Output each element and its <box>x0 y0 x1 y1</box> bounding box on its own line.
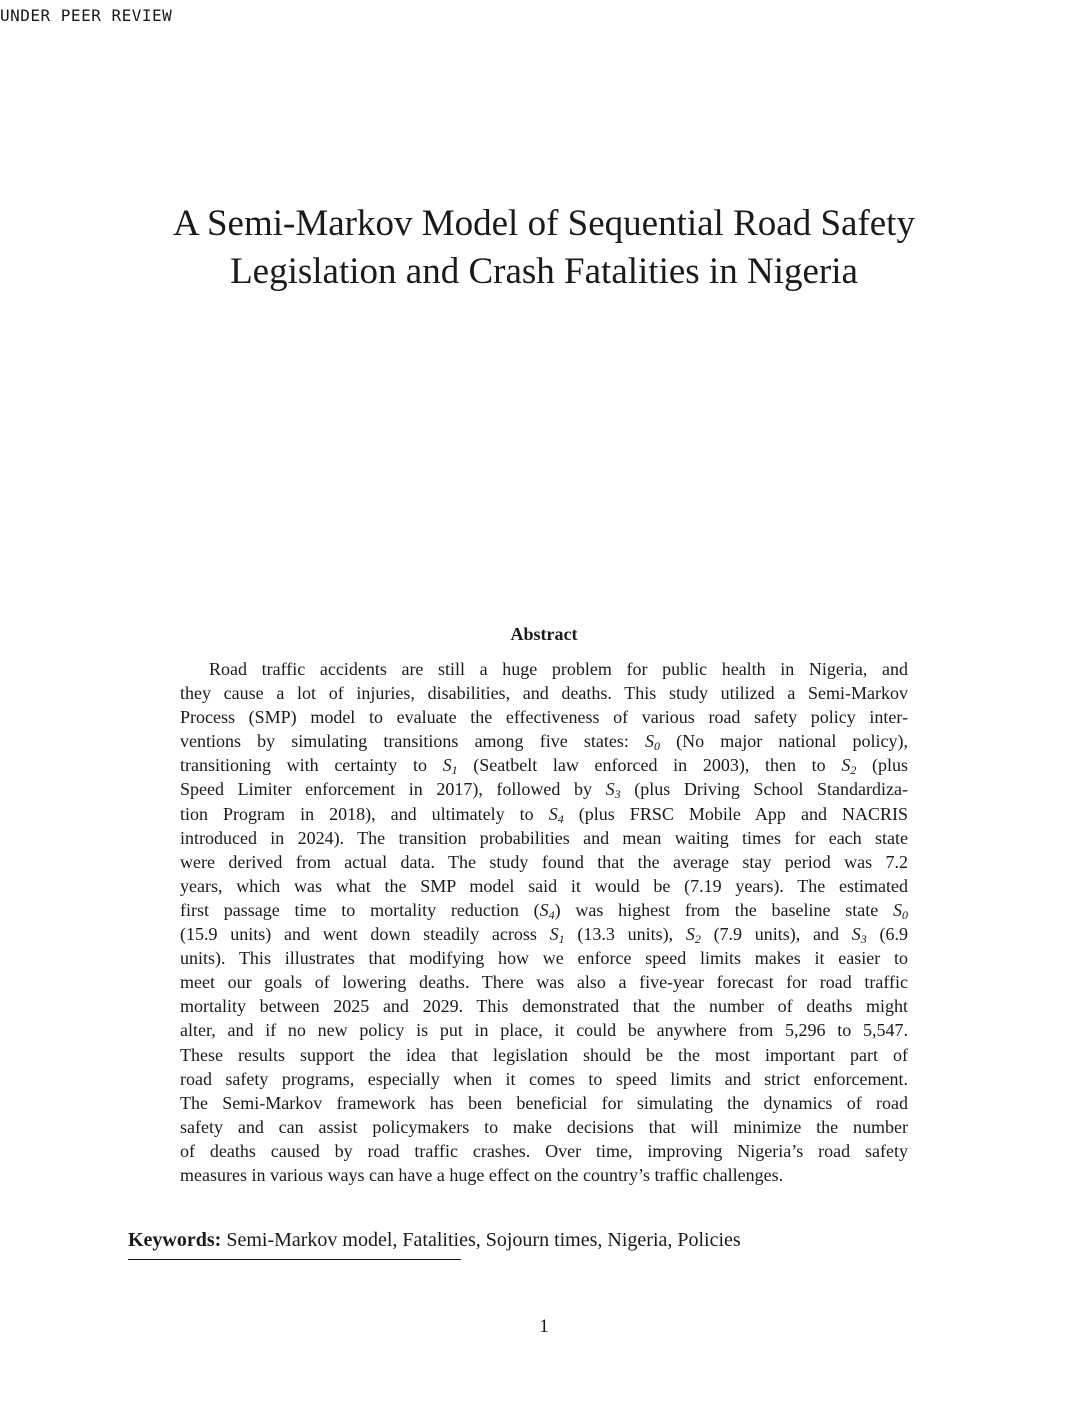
title-line-2: Legislation and Crash Fatalities in Nigeria <box>230 251 858 292</box>
footnote-rule <box>128 1259 461 1260</box>
abstract-line: first passage time to mortality reduction $(S_4)$ was highest from the baseline state $S_0$ <box>180 899 908 922</box>
abstract-body <box>180 657 908 1187</box>
abstract-line: mortality between 2025 and 2029. This demonstrated that the number of deaths might <box>180 996 908 1017</box>
state-symbol-s4: $S_4$ <box>539 899 555 922</box>
keywords-label: Keywords: <box>128 1229 222 1251</box>
page-number: 1 <box>539 1316 549 1337</box>
abstract-line: of deaths caused by road traffic crashes. Over time, improving Nigeria’s road safety <box>180 1140 908 1161</box>
abstract-line: Speed Limiter enforcement in 2017), followed by $S_3$ (plus Driving School Standardiza- <box>180 779 908 802</box>
state-symbol-s3: $S_3$ <box>851 924 867 947</box>
title-line-1: A Semi-Markov Model of Sequential Road Safety <box>173 203 915 244</box>
abstract-line: tion Program in 2018), and ultimately to $S_4$ (plus FRSC Mobile App and NACRIS <box>180 803 908 826</box>
paper-title <box>150 200 938 296</box>
abstract-line: Process (SMP) model to evaluate the effectiveness of various road safety policy inter- <box>180 707 908 728</box>
state-symbol-s1: $S_1$ <box>549 924 565 947</box>
abstract-line: road safety programs, especially when it comes to speed limits and strict enforcement. <box>180 1068 908 1089</box>
abstract-line: years, which was what the SMP model said it would be (7.19 years). The estimated <box>180 875 908 896</box>
peer-review-watermark: UNDER PEER REVIEW <box>0 6 173 25</box>
abstract-line: These results support the idea that legislation should be the most important part of <box>180 1044 908 1065</box>
abstract-line: measures in various ways can have a huge effect on the country’s traffic challenges. <box>180 1164 784 1185</box>
abstract-line: safety and can assist policymakers to make decisions that will minimize the number <box>180 1116 908 1137</box>
abstract-line: alter, and if no new policy is put in place, it could be anywhere from 5,296 to 5,547. <box>180 1020 908 1041</box>
abstract-line: transitioning with certainty to $S_1$ (Seatbelt law enforced in 2003), then to $S_2$ (plus <box>180 755 908 778</box>
abstract-line: introduced in 2024). The transition probabilities and mean waiting times for each state <box>180 827 908 848</box>
abstract-line: (15.9 units) and went down steadily across $S_1$ (13.3 units), $S_2$ (7.9 units), and $S_3$ (6.9 <box>180 924 908 947</box>
abstract-line: were derived from actual data. The study found that the average stay period was 7.2 <box>180 851 908 872</box>
abstract-heading: Abstract <box>510 624 578 644</box>
abstract-line: The Semi-Markov framework has been beneficial for simulating the dynamics of road <box>180 1092 908 1113</box>
state-symbol-s1: $S_1$ <box>442 755 458 778</box>
state-symbol-s2: $S_2$ <box>841 755 857 778</box>
state-symbol-s3: $S_3$ <box>605 779 621 802</box>
abstract-line: units). This illustrates that modifying how we enforce speed limits makes it easier to <box>180 948 908 969</box>
state-symbol-s0: $S_0$ <box>892 899 908 922</box>
state-symbol-s2: $S_2$ <box>685 924 701 947</box>
state-symbol-s0: $S_0$ <box>644 731 660 754</box>
abstract-line: Road traffic accidents are still a huge problem for public health in Nigeria, and <box>209 659 908 679</box>
abstract-line: ventions by simulating transitions among five states: $S_0$ (No major national policy), <box>180 731 908 754</box>
keywords <box>128 1227 948 1253</box>
abstract-line: meet our goals of lowering deaths. There was also a five-year forecast for road traffic <box>180 972 908 993</box>
state-symbol-s4: $S_4$ <box>548 803 564 826</box>
keywords-text: Semi-Markov model, Fatalities, Sojourn times, Nigeria, Policies <box>221 1229 741 1251</box>
abstract-line: they cause a lot of injuries, disabilities, and deaths. This study utilized a Semi-Markov <box>180 683 908 704</box>
